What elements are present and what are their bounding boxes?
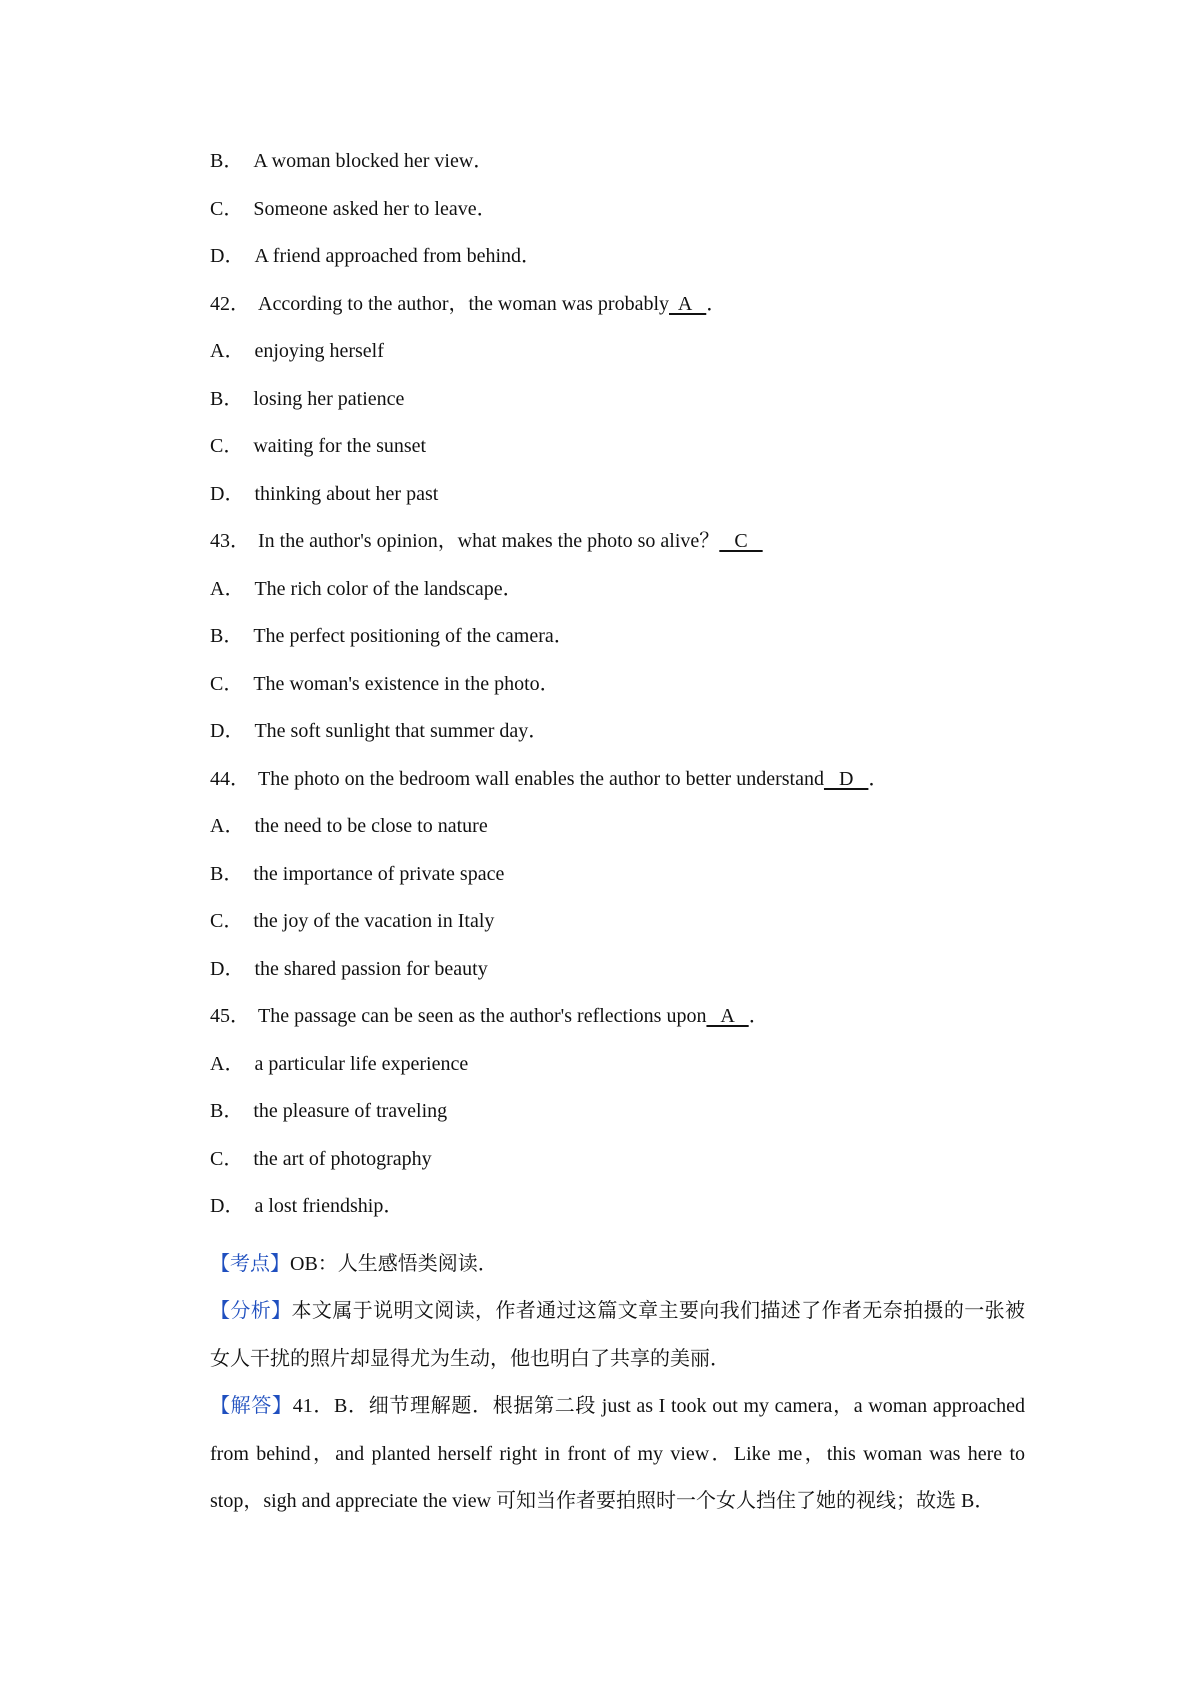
jieda-tag: 【解答】 [210, 1395, 293, 1417]
option-line [210, 576, 1025, 624]
answer-blank: D [823, 767, 869, 790]
option-line [210, 671, 1025, 719]
option-line [210, 386, 1025, 434]
answer-blank: C [719, 530, 763, 552]
option-letter: C． [210, 1147, 244, 1170]
option-line [210, 956, 1025, 1004]
option-text: the shared passion for beauty [254, 957, 488, 980]
option-text: the pleasure of traveling [253, 1100, 448, 1122]
option-line [210, 718, 1025, 766]
question-tail: ． [868, 767, 889, 790]
option-text: The rich color of the landscape． [254, 577, 523, 600]
question-stem-43 [210, 528, 1025, 576]
answer-blank: A [706, 1005, 749, 1027]
option-letter: D． [210, 720, 245, 742]
option-letter: A． [210, 577, 245, 600]
question-number: 45． [210, 1005, 250, 1027]
option-line [210, 1098, 1025, 1146]
question-text: The passage can be seen as the author's reflections upon [258, 1005, 707, 1027]
option-text: thinking about her past [254, 482, 439, 505]
option-line [210, 196, 1025, 244]
option-letter: C． [210, 672, 244, 695]
option-letter: A． [210, 340, 245, 362]
option-line [210, 338, 1025, 386]
question-text: In the author's opinion，what makes the photo so alive？ [258, 530, 720, 552]
option-line [210, 433, 1025, 481]
answer-blank: A [669, 292, 707, 315]
option-text: the importance of private space [253, 862, 505, 885]
option-text: the joy of the vacation in Italy [253, 910, 495, 932]
option-letter: D． [210, 482, 245, 505]
question-number: 43． [210, 530, 250, 552]
option-text: The perfect positioning of the camera． [253, 625, 574, 647]
option-text: a particular life experience [254, 1052, 469, 1075]
question-number: 44． [210, 767, 250, 790]
option-line [210, 1146, 1025, 1194]
option-text: The soft sunlight that summer day． [254, 720, 549, 742]
option-letter: B． [210, 387, 244, 410]
jieda-section [210, 1383, 1025, 1526]
option-line [210, 148, 1025, 196]
fenxi-text: 本文属于说明文阅读，作者通过这篇文章主要向我们描述了作者无奈拍摄的一张被女人干扰的照片却显得尤为生动，他也明白了共享的美丽． [210, 1300, 1026, 1370]
option-text: the art of photography [253, 1147, 432, 1170]
option-text: enjoying herself [254, 340, 384, 362]
option-letter: C． [210, 435, 244, 457]
option-text: A friend approached from behind． [254, 245, 542, 267]
option-text: Someone asked her to leave． [253, 197, 497, 220]
option-letter: C． [210, 910, 244, 932]
option-letter: D． [210, 245, 245, 267]
option-letter: D． [210, 957, 245, 980]
question-stem-42 [210, 291, 1025, 339]
question-text: According to the author，the woman was probably [258, 292, 670, 315]
option-letter: B． [210, 1100, 244, 1122]
kaodian-text: OB：人生感悟类阅读． [290, 1252, 498, 1275]
option-text: the need to be close to nature [254, 815, 488, 837]
question-tail: ． [748, 1005, 769, 1027]
fenxi-section [210, 1288, 1025, 1383]
option-line [210, 481, 1025, 529]
question-stem-45 [210, 1003, 1025, 1051]
question-tail: ． [706, 292, 727, 315]
option-text: losing her patience [253, 387, 405, 410]
option-letter: A． [210, 1052, 245, 1075]
option-letter: A． [210, 815, 245, 837]
fenxi-tag: 【分析】 [210, 1300, 292, 1322]
question-stem-44 [210, 766, 1025, 814]
option-text: The woman's existence in the photo． [253, 672, 560, 695]
option-text: A woman blocked her view． [253, 150, 494, 172]
option-line [210, 243, 1025, 291]
option-letter: B． [210, 862, 244, 885]
option-line [210, 623, 1025, 671]
option-text: waiting for the sunset [253, 435, 427, 457]
kaodian-section [210, 1241, 1025, 1289]
kaodian-tag: 【考点】 [210, 1252, 290, 1275]
option-letter: D． [210, 1195, 245, 1217]
option-letter: C． [210, 197, 244, 220]
option-text: a lost friendship． [254, 1195, 404, 1217]
option-line [210, 861, 1025, 909]
option-letter: B． [210, 625, 244, 647]
jieda-text: 41．B．细节理解题．根据第二段 just as I took out my camera，a woman approached from behind，and planted herself right in front of my view．Like me，this woman was here to stop，sigh and appreciate the view 可知当作者要拍照时一个女人挡住了她的视线；故选 B． [210, 1395, 1026, 1512]
option-letter: B． [210, 150, 244, 172]
option-line [210, 813, 1025, 861]
option-line [210, 908, 1025, 956]
document-page [210, 148, 1025, 1526]
option-line [210, 1051, 1025, 1099]
question-text: The photo on the bedroom wall enables the author to better understand [258, 767, 824, 790]
question-number: 42． [210, 292, 250, 315]
option-line [210, 1193, 1025, 1241]
